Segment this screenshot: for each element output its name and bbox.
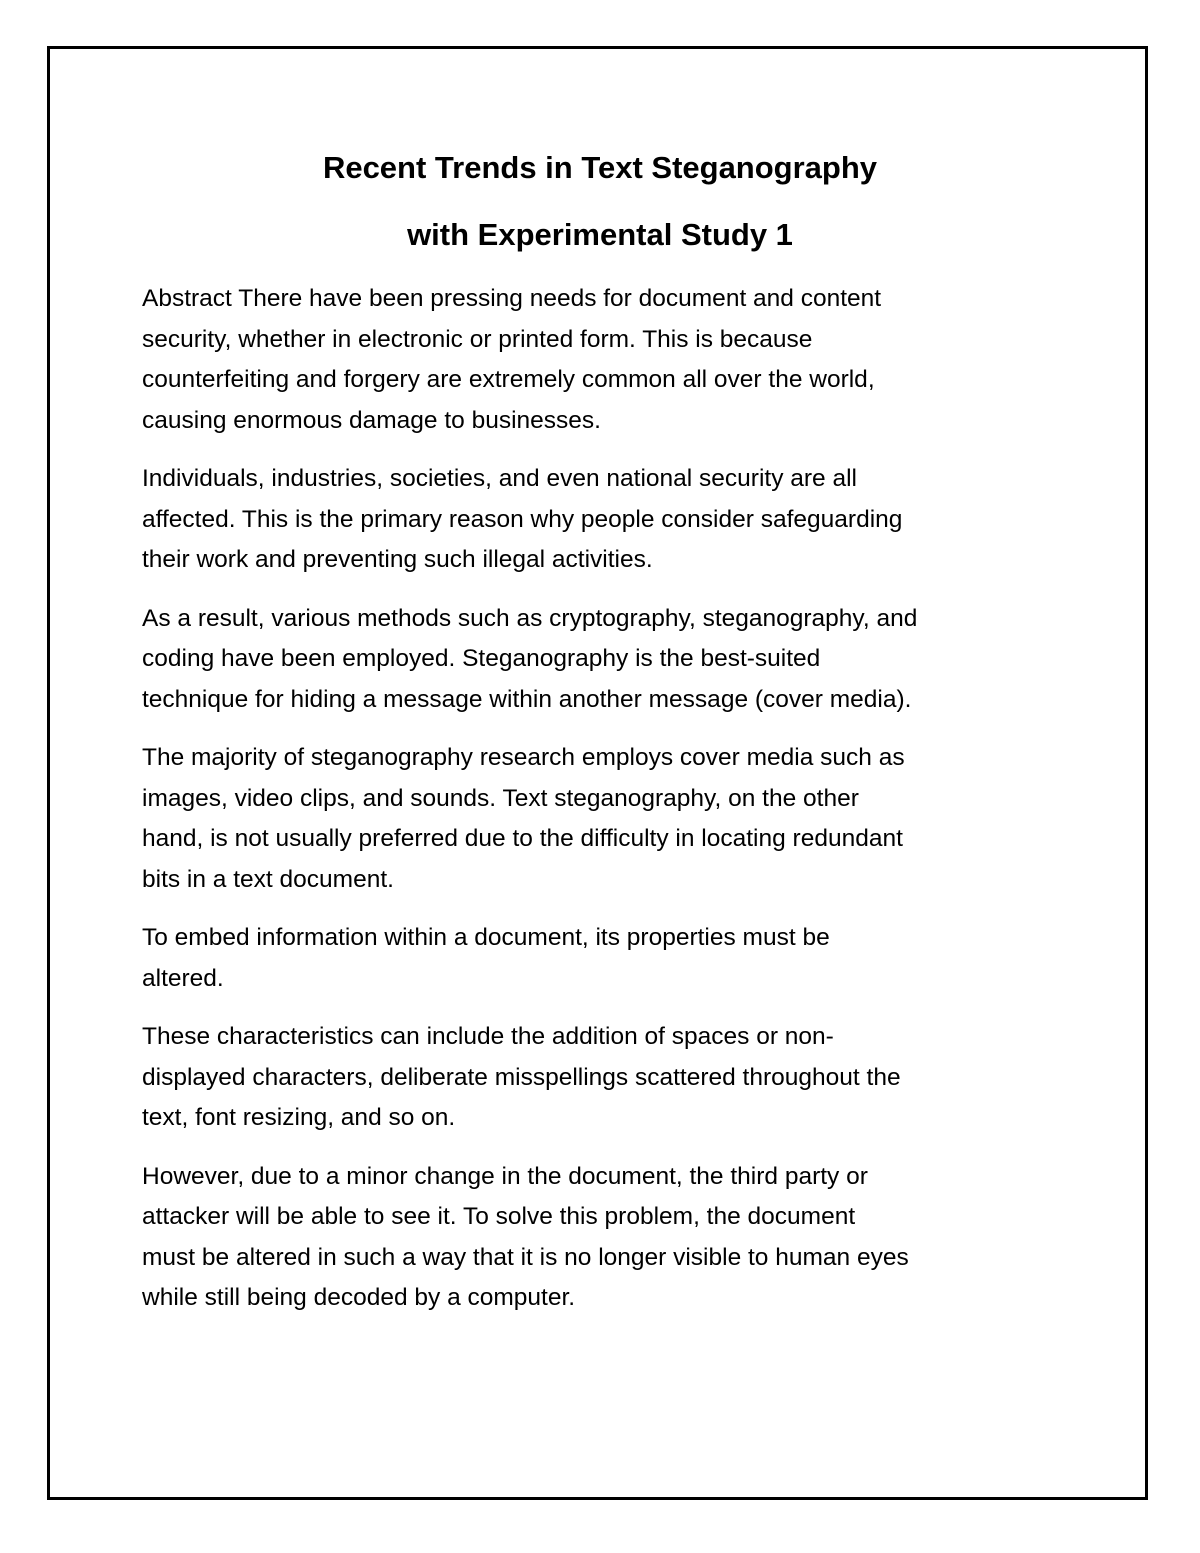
paragraph-abstract (142, 279, 1082, 441)
text-line: technique for hiding a message within another message (cover media). (142, 685, 912, 713)
text-line: hand, is not usually preferred due to the difficulty in locating redundant (142, 825, 903, 852)
paragraph-4 (142, 738, 1082, 900)
text-line: attacker will be able to see it. To solve this problem, the document (142, 1203, 856, 1230)
text-line: text, font resizing, and so on. (142, 1104, 456, 1131)
document-title-line-1: Recent Trends in Text Steganography (322, 150, 878, 185)
text-line: The majority of steganography research employs cover media such as (142, 744, 905, 771)
text-line: images, video clips, and sounds. Text steganography, on the other (142, 784, 859, 812)
text-line: security, whether in electronic or printed form. This is because (142, 325, 813, 353)
document-title-line-2: with Experimental Study 1 (407, 217, 793, 252)
text-line: Individuals, industries, societies, and even national security are all (142, 465, 857, 492)
text-line: altered. (142, 964, 224, 992)
document-body (142, 279, 1082, 1337)
paragraph-7 (142, 1157, 1082, 1319)
paragraph-6 (142, 1017, 1082, 1139)
text-line: coding have been employed. Steganography is the best-suited (142, 645, 821, 672)
text-line: bits in a text document. (142, 865, 394, 893)
text-line: To embed information within a document, its properties must be (142, 924, 830, 951)
text-line: As a result, various methods such as cryptography, steganography, and (142, 604, 918, 632)
text-line: Abstract There have been pressing needs for document and content (142, 285, 882, 312)
text-line: counterfeiting and forgery are extremely common all over the world, (142, 366, 875, 393)
text-line: affected. This is the primary reason why people consider safeguarding (142, 505, 903, 533)
text-line: must be altered in such a way that it is no longer visible to human eyes (142, 1243, 909, 1271)
paragraph-3 (142, 599, 1082, 721)
paragraph-5 (142, 918, 1082, 999)
paragraph-2 (142, 459, 1082, 581)
text-line: However, due to a minor change in the document, the third party or (142, 1162, 868, 1190)
text-line: These characteristics can include the addition of spaces or non- (142, 1023, 834, 1050)
text-line: causing enormous damage to businesses. (142, 406, 601, 434)
text-line: displayed characters, deliberate misspellings scattered throughout the (142, 1063, 901, 1091)
text-line: their work and preventing such illegal activities. (142, 546, 653, 573)
text-line: while still being decoded by a computer. (142, 1284, 576, 1311)
